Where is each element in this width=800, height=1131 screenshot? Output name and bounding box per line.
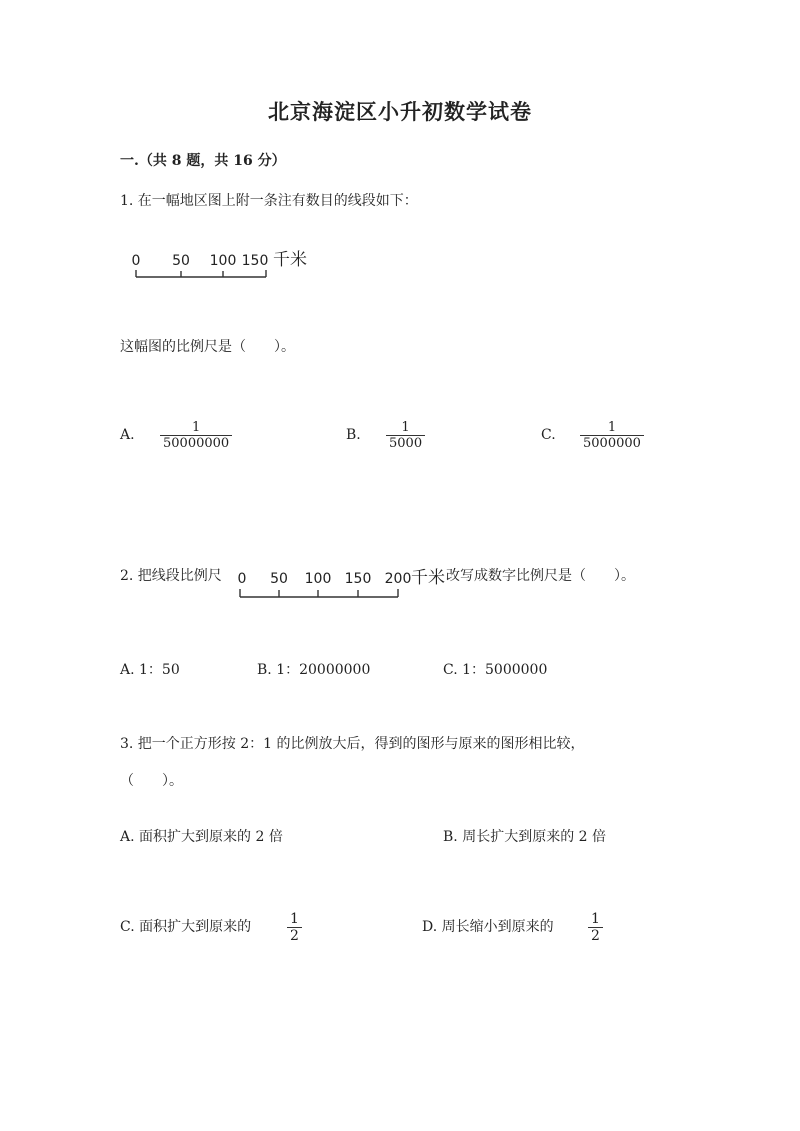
q1-stem: 1. 在一幅地区图上附一条注有数目的线段如下： <box>120 193 418 209</box>
q3-option-d-text: D. 周长缩小到原来的 <box>422 919 554 935</box>
q3-option-b: B. 周长扩大到原来的 2 倍 <box>443 829 606 845</box>
q1-option-c-letter: C. <box>541 427 556 443</box>
q2-scale-label: 200 <box>384 571 412 587</box>
q3-blank: （ ）。 <box>120 773 183 789</box>
fraction-denominator: 2 <box>287 927 302 944</box>
fraction-denominator: 5000000 <box>580 435 644 451</box>
q1-scale-label: 150 <box>241 253 269 269</box>
q1-option-b-fraction <box>386 420 425 451</box>
section-heading: 一.（共 8 题，共 16 分） <box>120 153 286 169</box>
fraction-numerator: 1 <box>591 911 600 927</box>
fraction-numerator: 1 <box>191 420 201 435</box>
q3-stem: 3. 把一个正方形按 2：1 的比例放大后，得到的图形与原来的图形相比较， <box>120 736 585 752</box>
q3-option-a: A. 面积扩大到原来的 2 倍 <box>120 829 283 845</box>
q2-scale-label: 100 <box>304 571 332 587</box>
q2-scale-unit: 千米 <box>411 568 445 588</box>
q1-option-b-letter: B. <box>346 427 361 443</box>
page-title: 北京海淀区小升初数学试卷 <box>268 99 532 124</box>
q3-option-c-fraction <box>287 911 302 944</box>
q1-scale-label: 100 <box>209 253 237 269</box>
q1-question: 这幅图的比例尺是（ ）。 <box>120 339 295 355</box>
q2-scale-label: 150 <box>344 571 372 587</box>
fraction-numerator: 1 <box>290 911 299 927</box>
q3-option-d-fraction <box>588 911 603 944</box>
fraction-numerator: 1 <box>401 420 410 435</box>
fraction-numerator: 1 <box>607 420 617 435</box>
q2-scale-label: 50 <box>270 571 288 587</box>
q2-scale-bar <box>234 563 446 605</box>
q1-scale-label: 50 <box>172 253 190 269</box>
q2-scale-label: 0 <box>237 571 247 587</box>
q2-stem-before: 2. 把线段比例尺 <box>120 568 222 584</box>
q2-option-a: A. 1：50 <box>120 662 180 678</box>
q2-option-b: B. 1：20000000 <box>257 662 371 678</box>
q1-option-a-fraction <box>160 420 232 451</box>
fraction-denominator: 5000 <box>386 435 425 451</box>
q1-scale-unit: 千米 <box>273 250 307 270</box>
q3-option-c-text: C. 面积扩大到原来的 <box>120 919 252 935</box>
q1-option-a-letter: A. <box>120 427 135 443</box>
fraction-denominator: 50000000 <box>160 435 232 451</box>
q1-scale-bar <box>128 246 328 286</box>
fraction-denominator: 2 <box>588 927 603 944</box>
q2-option-c: C. 1：5000000 <box>443 662 548 678</box>
q1-scale-label: 0 <box>131 253 141 269</box>
q1-option-c-fraction <box>580 420 644 451</box>
q2-stem-after: 改写成数字比例尺是（ ）。 <box>446 568 635 584</box>
